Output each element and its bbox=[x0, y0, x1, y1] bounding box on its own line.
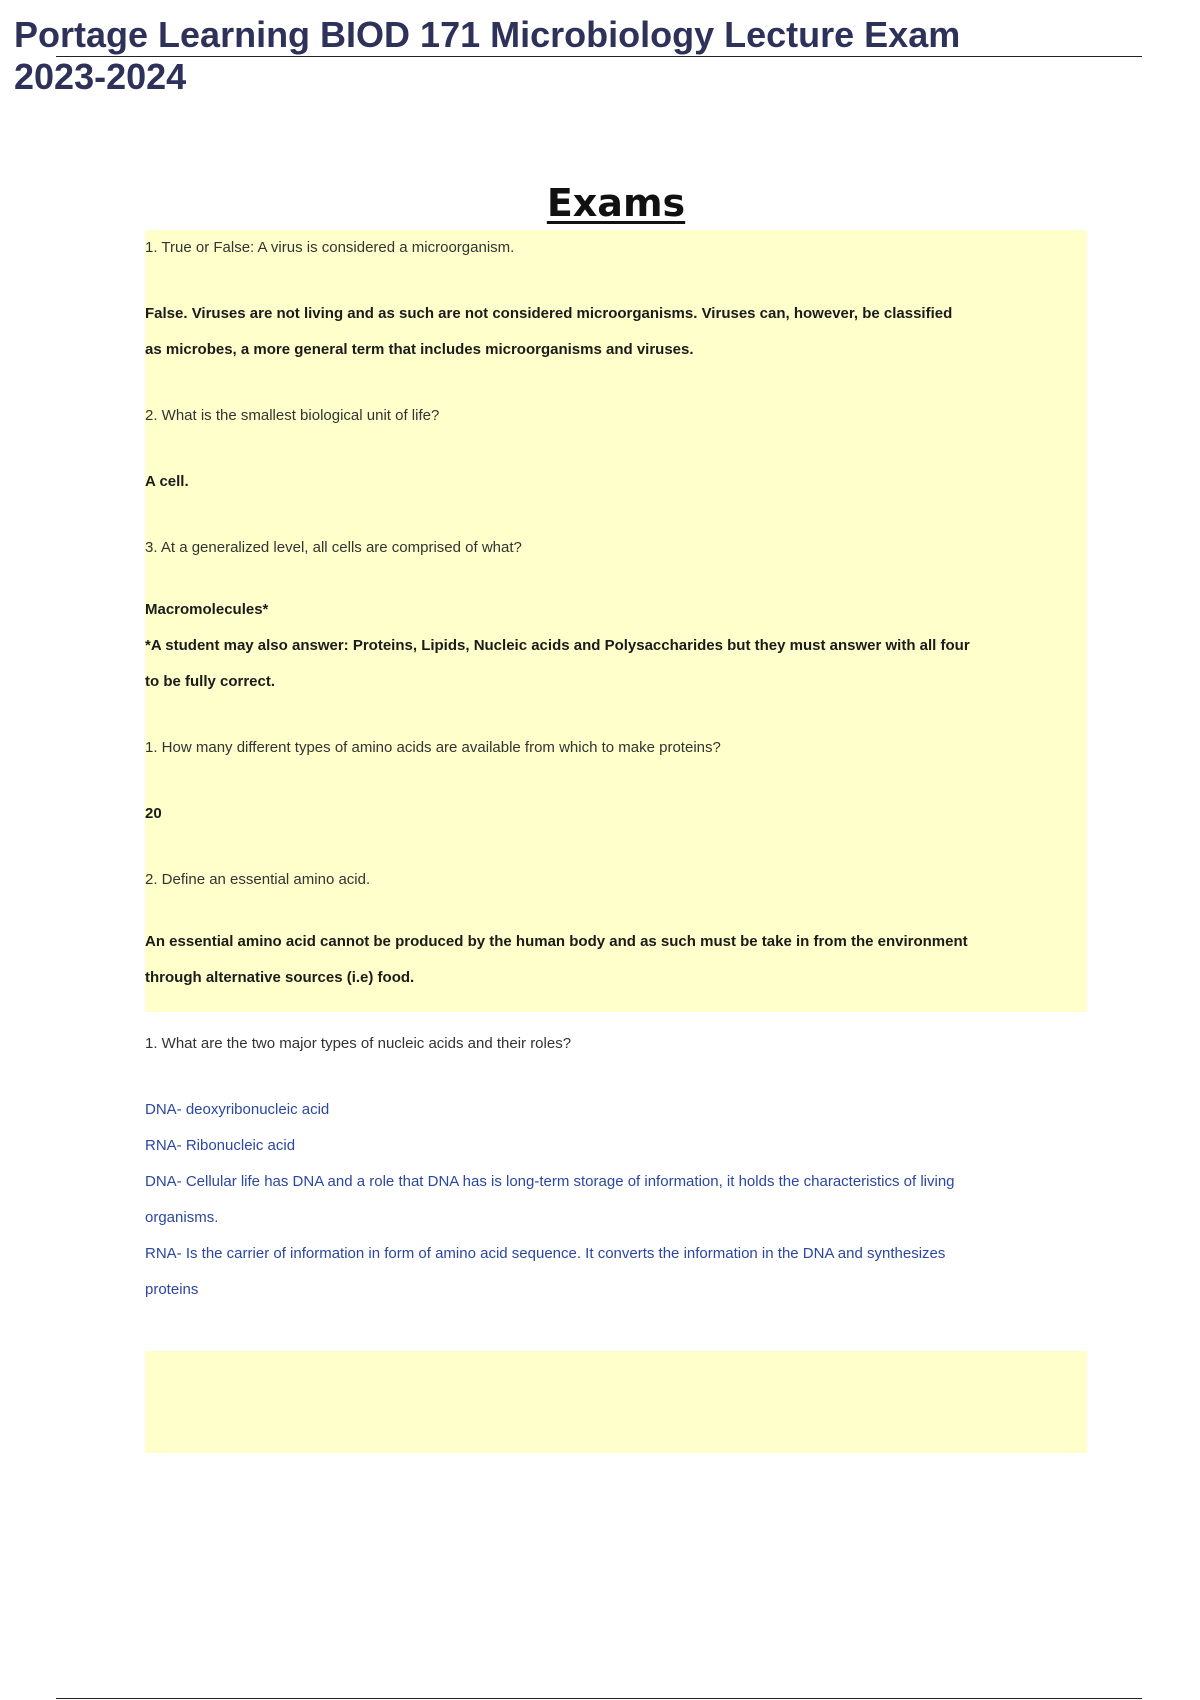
answer-text: organisms. bbox=[145, 1209, 219, 1226]
answer-text: Macromolecules* bbox=[145, 601, 269, 618]
question-text: 1. How many different types of amino acids are available from which to make proteins? bbox=[145, 739, 721, 756]
question-text: 1. True or False: A virus is considered a microorganism. bbox=[145, 239, 515, 256]
answer-text: proteins bbox=[145, 1281, 199, 1298]
answer-text: to be fully correct. bbox=[145, 673, 276, 690]
answer-text: A cell. bbox=[145, 473, 189, 490]
question-text: 1. What are the two major types of nucleic acids and their roles? bbox=[145, 1035, 572, 1052]
answer-text: 20 bbox=[145, 805, 162, 822]
footer-rule bbox=[56, 1698, 1142, 1699]
question-text: 2. Define an essential amino acid. bbox=[145, 871, 371, 888]
header-rule bbox=[56, 56, 1142, 57]
highlight-block-empty bbox=[145, 1351, 1087, 1453]
answer-text: An essential amino acid cannot be produced by the human body and as such must be take in from the environment bbox=[145, 933, 968, 950]
answer-text: False. Viruses are not living and as such are not considered microorganisms. Viruses can, however, be classified bbox=[145, 305, 953, 322]
answer-text: RNA- Ribonucleic acid bbox=[145, 1137, 296, 1154]
question-text: 2. What is the smallest biological unit of life? bbox=[145, 407, 440, 424]
document-title: Portage Learning BIOD 171 Microbiology Lecture Exam 2023-2024 bbox=[14, 14, 961, 97]
exam-content bbox=[145, 230, 1087, 1308]
answer-text: *A student may also answer: Proteins, Lipids, Nucleic acids and Polysaccharides but they must answer with all four bbox=[145, 637, 970, 654]
answer-text: through alternative sources (i.e) food. bbox=[145, 969, 415, 986]
answer-text: DNA- deoxyribonucleic acid bbox=[145, 1101, 330, 1118]
question-text: 3. At a generalized level, all cells are comprised of what? bbox=[145, 539, 522, 556]
answer-text: DNA- Cellular life has DNA and a role that DNA has is long-term storage of information, it holds the characteristics of living bbox=[145, 1173, 955, 1190]
answer-text: RNA- Is the carrier of information in form of amino acid sequence. It converts the information in the DNA and synthesizes bbox=[145, 1245, 946, 1262]
answer-text: as microbes, a more general term that includes microorganisms and viruses. bbox=[145, 341, 694, 358]
section-heading: Exams bbox=[546, 181, 686, 225]
